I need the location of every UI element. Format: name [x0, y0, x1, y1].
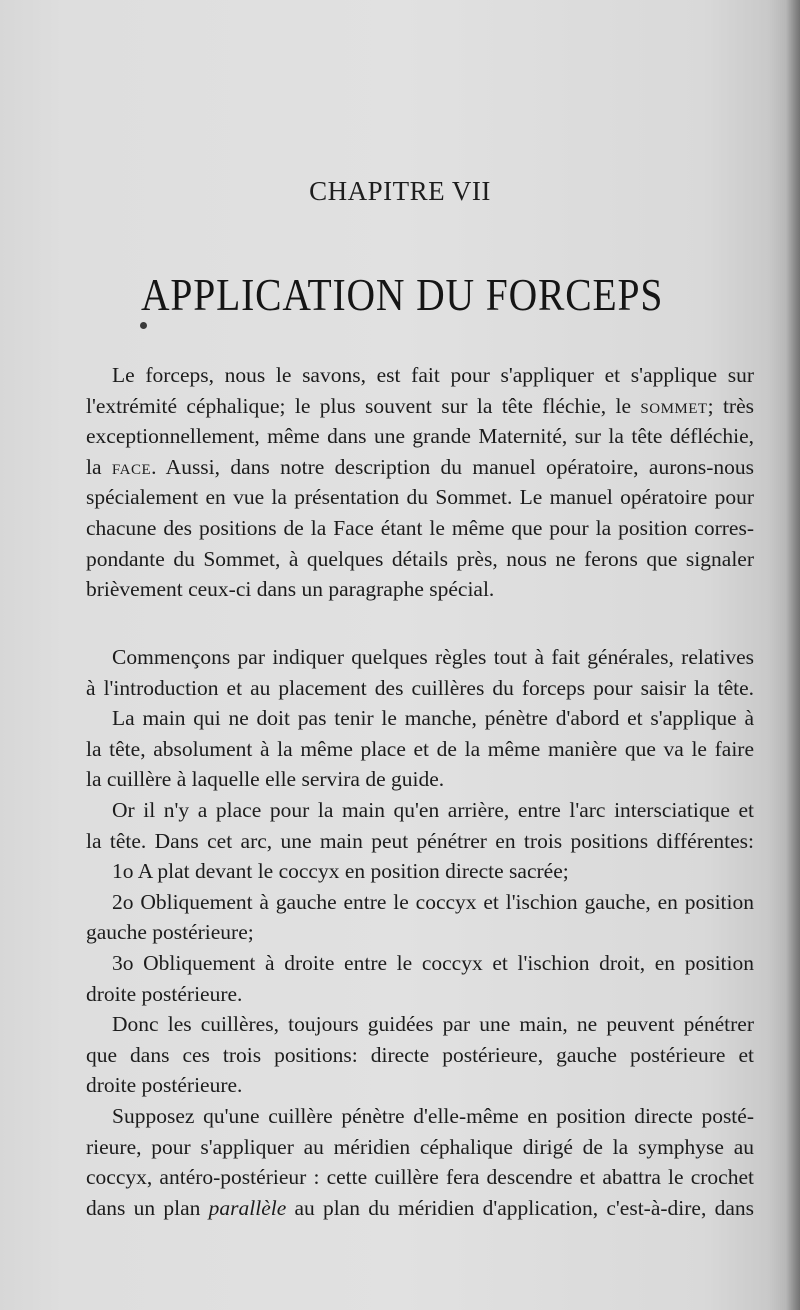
text-line: pondante du Sommet, à quelques détails près, nous ne ferons que signaler: [86, 546, 754, 571]
chapter-title: APPLICATION DU FORCEPS: [140, 269, 664, 320]
italic-term: parallèle: [208, 1195, 287, 1220]
text-line: coccyx, antéro-postérieur : cette cuillère fera descendre et abattra le crochet: [86, 1165, 754, 1190]
text-line: droite postérieure.: [86, 1073, 243, 1098]
text-line: Supposez qu'une cuillère pénètre d'elle-même en position directe posté-: [112, 1103, 754, 1128]
text-span: dans un plan: [86, 1195, 201, 1220]
text-line: Donc les cuillères, toujours guidées par une main, ne peuvent pénétrer: [112, 1012, 754, 1037]
text-line: exceptionnellement, même dans une grande Maternité, sur la tête défléchie,: [86, 424, 754, 449]
text-line: à l'introduction et au placement des cuillères du forceps pour saisir la tête.: [86, 675, 754, 700]
text-line: Or il n'y a place pour la main qu'en arrière, entre l'arc intersciatique et: [112, 797, 754, 822]
text-line: la tête, absolument à la même place et de la même manière que va le faire: [86, 736, 754, 761]
text-line: La main qui ne doit pas tenir le manche, pénètre d'abord et s'applique à: [112, 706, 754, 731]
text-span: l'extrémité céphalique; le plus souvent sur la tête fléchie, le: [86, 393, 632, 418]
chapter-heading: CHAPITRE VII: [309, 176, 491, 206]
body-text: [86, 642, 754, 1223]
text-line: spécialement en vue la présentation du Sommet. Le manuel opératoire pour: [86, 485, 754, 510]
text-line: [86, 391, 754, 422]
list-item-3: 3o Obliquement à droite entre le coccyx et l'ischion droit, en position: [112, 950, 754, 975]
text-span: la: [86, 454, 102, 479]
small-caps-term: face: [111, 454, 152, 479]
text-line: Commençons par indiquer quelques règles tout à fait générales, relatives: [112, 645, 754, 669]
paragraph-intro: [86, 360, 754, 605]
list-item-2: 2o Obliquement à gauche entre le coccyx et l'ischion gauche, en position: [112, 889, 754, 914]
text-line: rieure, pour s'appliquer au méridien céphalique dirigé de la symphyse au: [86, 1134, 754, 1159]
text-line: que dans ces trois positions: directe postérieure, gauche postérieure et: [86, 1042, 754, 1067]
text-line: brièvement ceux-ci dans un paragraphe spécial.: [86, 577, 495, 602]
text-span: ; très: [707, 393, 754, 418]
text-span: au plan du méridien d'application, c'est-à-dire, dans: [294, 1195, 754, 1220]
text-line: [86, 452, 754, 483]
text-line: [86, 1193, 754, 1224]
text-line: la tête. Dans cet arc, une main peut pénétrer en trois positions différentes:: [86, 828, 754, 853]
ink-dot: [140, 322, 147, 329]
small-caps-term: sommet: [640, 393, 708, 418]
text-line: gauche postérieure;: [86, 920, 254, 945]
list-item-1: 1o A plat devant le coccyx en position directe sacrée;: [112, 859, 569, 884]
text-span: . Aussi, dans notre description du manuel opératoire, aurons-nous: [151, 454, 754, 479]
text-line: droite postérieure.: [86, 981, 243, 1006]
text-line: la cuillère à laquelle elle servira de guide.: [86, 767, 445, 792]
text-line: Le forceps, nous le savons, est fait pour s'appliquer et s'applique sur: [112, 363, 754, 387]
text-line: chacune des positions de la Face étant le même que pour la position corres-: [86, 515, 754, 540]
